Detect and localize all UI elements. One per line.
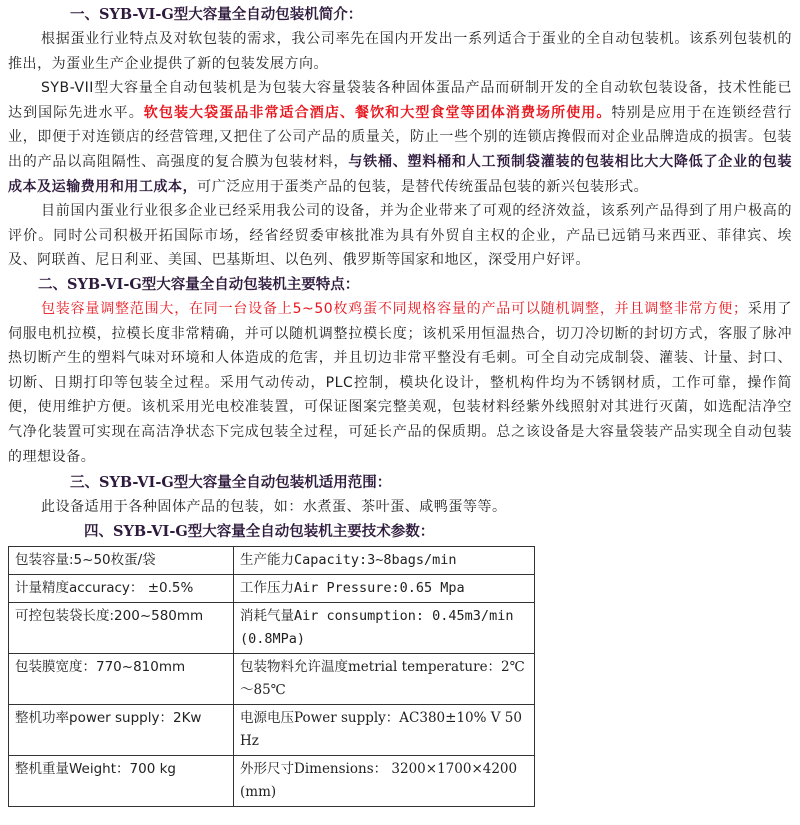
section-2-heading: 二、SYB-VI-G型大容量全自动包装机主要特点： — [38, 275, 360, 293]
section-3-paragraph: 此设备适用于各种固体产品的包装，如：水煮蛋、茶叶蛋、咸鸭蛋等等。 — [41, 499, 507, 516]
table-row — [9, 653, 535, 704]
spec-cell: 外形尺寸Dimensions： 3200×1700×4200(mm) — [234, 755, 535, 806]
table-row — [9, 602, 535, 653]
table-row — [9, 546, 535, 574]
section-1-paragraph-1: 根据蛋业行业特点及对软包装的需求，我公司率先在国内开发出一系列适合于蛋业的全自动包装机。该系列包装机的推出，为蛋业生产企业提供了新的包装发展方向。 — [8, 31, 792, 72]
highlight-red-text: 包装容量调整范围大，在同一台设备上5~50枚鸡蛋不同规格容量的产品可以随机调整，并且调整非常方便； — [41, 300, 748, 317]
section-1-paragraph-3: 目前国内蛋业行业很多企业已经采用我公司的设备，并为企业带来了可观的经济效益，该系列产品得到了用户极高的评价。同时公司积极开拓国际市场，经省经贸委审核批准为具有外贸自主权的企业，产品已远销马来西亚、菲律宾、埃及、阿联酋、尼日利亚、美国、巴基斯坦、以色列、俄罗斯等国家和地区，深受用户好评。 — [8, 203, 792, 269]
table-row — [9, 574, 535, 602]
section-4-heading: 四、SYB-VI-G型大容量全自动包装机主要技术参数： — [84, 522, 435, 540]
spec-cell: 整机重量Weight：700 kg — [9, 755, 234, 806]
paragraph-2-middle: 特别是应用于在连锁经营行业，即便于对连锁店的经营管理,又把住了公司产品的质量关，防止一些个别的连锁店搀假而对企业品牌造成的损害。包装出的产品以高阻隔性、高强度的复合膜为包装材料， — [8, 104, 792, 170]
paragraph-2-end: 可广泛应用于蛋类产品的包装，是替代传统蛋品包装的新兴包装形式。 — [197, 178, 649, 195]
highlight-bold-text: 与铁桶、塑料桶和人工预制袋灌装的包装相比大大降低了企业的包装成本及运输费用和用工成本， — [8, 153, 793, 195]
table-row — [9, 755, 535, 806]
spec-cell: 包装物料允许温度metrial temperature：2℃～85℃ — [234, 653, 535, 704]
section-1-paragraph-2 — [8, 76, 792, 199]
section-2-body: 采用了伺服电机拉模，拉模长度非常精确，并可以随机调整拉模长度；该机采用恒温热合，切刀冷切断的封切方式，客服了脉冲热切断产生的塑料气味对环境和人体造成的危害，并且切边非常平整没有毛刺。可全自动完成制袋、灌装、计量、封口、切断、日期打印等包装全过程。采用气动传动，PLC控制，模块化设计，整机构件均为不锈钢材质，工作可靠，操作简便，使用维护方便。该机采用光电校准装置，可保证图案完整美观，包装材料经紫外线照射对其进行灭菌，如选配洁净空气净化装置可实现在高洁净状态下完成包装全过程，可延长产品的保质期。总之该设备是大容量袋装产品实现全自动包装的理想设备。 — [8, 300, 792, 465]
paragraph-2-intro: SYB-VII型大容量全自动包装机是为包装大容量袋装各种固体蛋品产品而研制开发的全自动软包装设备，技术性能已达到国际先进水平。 — [8, 80, 792, 121]
spec-cell: 整机功率power supply：2Kw — [9, 704, 234, 755]
table-row — [9, 704, 535, 755]
section-1-heading: 一、SYB-VI-G型大容量全自动包装机简介： — [70, 6, 363, 23]
tech-spec-table — [8, 546, 535, 807]
spec-cell: 工作压力Air Pressure:0.65 Mpa — [234, 574, 535, 602]
spec-cell: 消耗气量Air consumption: 0.45m3/min(0.8MPa) — [234, 602, 535, 653]
section-3-heading: 三、SYB-VI-G型大容量全自动包装机适用范围： — [70, 474, 392, 492]
spec-cell: 包装膜宽度：770~810mm — [9, 653, 234, 704]
highlight-red-text: 软包装大袋蛋品非常适合酒店、餐饮和大型食堂等团体消费场所使用。 — [143, 104, 612, 121]
spec-cell: 可控包装袋长度:200~580mm — [9, 602, 234, 653]
section-2-paragraph — [8, 297, 792, 469]
spec-cell: 生产能力Capacity:3~8bags/min — [234, 546, 535, 574]
spec-cell: 包装容量:5~50枚蛋/袋 — [9, 546, 234, 574]
spec-cell: 计量精度accuracy： ±0.5% — [9, 574, 234, 602]
spec-cell: 电源电压Power supply：AC380±10% V 50Hz — [234, 704, 535, 755]
